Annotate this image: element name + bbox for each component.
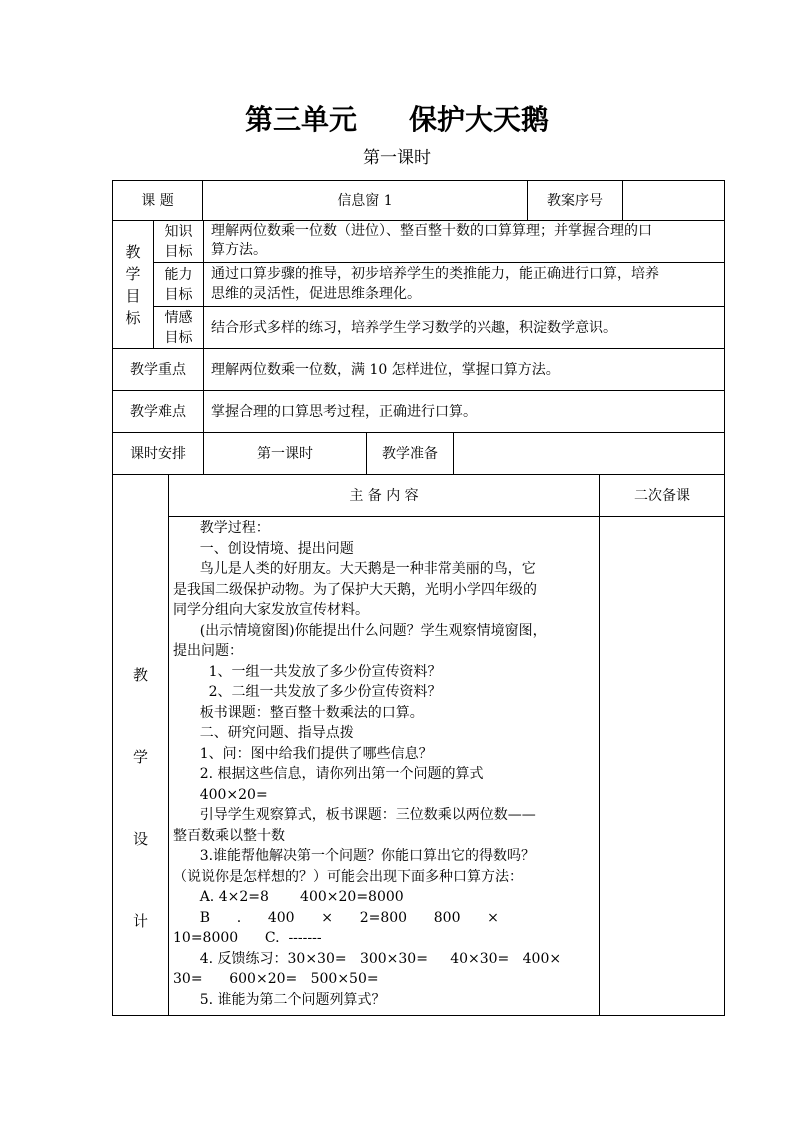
page-subtitle: 第一课时 [363,148,431,168]
content-line: 2、二组一共发放了多少份宣传资料？ [173,684,442,700]
page-title [0,100,794,140]
preparation-label: 教学准备 [382,445,438,462]
content-line: 提出问题： [173,643,243,659]
content-line: 4. 反馈练习：30×30= 300×30= 40×30= 400× [173,950,562,967]
schedule-value: 第一课时 [257,445,313,462]
key-point-label: 教学重点 [130,361,186,378]
preparation-value [454,433,724,474]
content-line: 二、研究问题、指导点拨 [173,725,354,741]
content-line: 教学过程： [173,520,270,536]
subject-label: 课 题 [141,192,174,209]
content-line: 1、一组一共发放了多少份宣传资料？ [173,663,442,680]
emotion-goal-text: 结合形式多样的练习，培养学生学习数学的兴趣，积淀数学意识。 [211,319,617,336]
difficulty-label: 教学难点 [130,403,186,420]
second-prep-header: 二次备课 [634,487,690,504]
ability-goal-text: 通过口算步骤的推导，初步培养学生的类推能力，能正确进行口算，培养 思维的灵活性，促进思维条理化。 [211,266,659,302]
content-line: 引导学生观察算式，板书课题：三位数乘以两位数—— [173,807,536,823]
content-line: 板书课题：整百整十数乘法的口算。 [173,704,424,721]
difficulty-text: 掌握合理的口算思考过程，正确进行口算。 [211,403,477,420]
content-line: （说说你是怎样想的？）可能会出现下面多种口算方法： [173,868,523,885]
plan-number-value [623,181,724,220]
main-content-header: 主 备 内 容 [349,487,419,504]
content-line: 鸟儿是人类的好朋友。大天鹅是一种非常美丽的鸟，它 [173,561,536,577]
content-line: 1、问：图中给我们提供了哪些信息？ [173,745,433,762]
content-line: (出示情境窗图)你能提出什么问题？学生观察情境窗图， [173,622,547,639]
content-line: 5. 谁能为第二个问题列算式？ [173,991,386,1008]
schedule-label: 课时安排 [130,445,186,462]
content-line: 30= 600×20= 500×50= [173,971,379,987]
goals-group-label: 教 学 目 标 [125,242,141,327]
ability-goal-label: 能力 目标 [164,266,193,303]
plan-number-label: 教案序号 [547,192,603,209]
content-line: 是我国二级保护动物。为了保护大天鹅，光明小学四年级的 [173,581,537,598]
content-line: 一、创设情境、提出问题 [173,540,354,557]
content-line: 400×20= [173,786,268,803]
content-line: A. 4×2=8 400×20=8000 [173,889,404,905]
key-point-text: 理解两位数乘一位数，满 10 怎样进位，掌握口算方法。 [211,361,560,378]
knowledge-goal-text: 理解两位数乘一位数（进位）、整百整十数的口算算理；并掌握合理的口 算方法。 [211,223,652,258]
teaching-process-content [173,518,597,1010]
content-line: 2. 根据这些信息，请你列出第一个问题的算式 [173,766,484,782]
content-line: B . 400 × 2=800 800 × [173,909,499,926]
lesson-name: 保护大天鹅 [409,103,550,136]
knowledge-goal-label: 知识 目标 [164,223,193,260]
design-side-label: 教 学 设 计 [133,666,149,930]
content-line: 10=8000 C. ------- [173,930,322,946]
unit-title: 第三单元 [244,103,357,136]
content-line: 整百数乘以整十数 [173,827,285,844]
lesson-title-value: 信息窗 1 [337,192,393,209]
content-line: 同学分组向大家发放宣传材料。 [173,602,369,618]
content-line: 3.谁能帮他解决第一个问题？你能口算出它的得数吗？ [173,848,536,864]
emotion-goal-label: 情感 目标 [164,309,193,346]
